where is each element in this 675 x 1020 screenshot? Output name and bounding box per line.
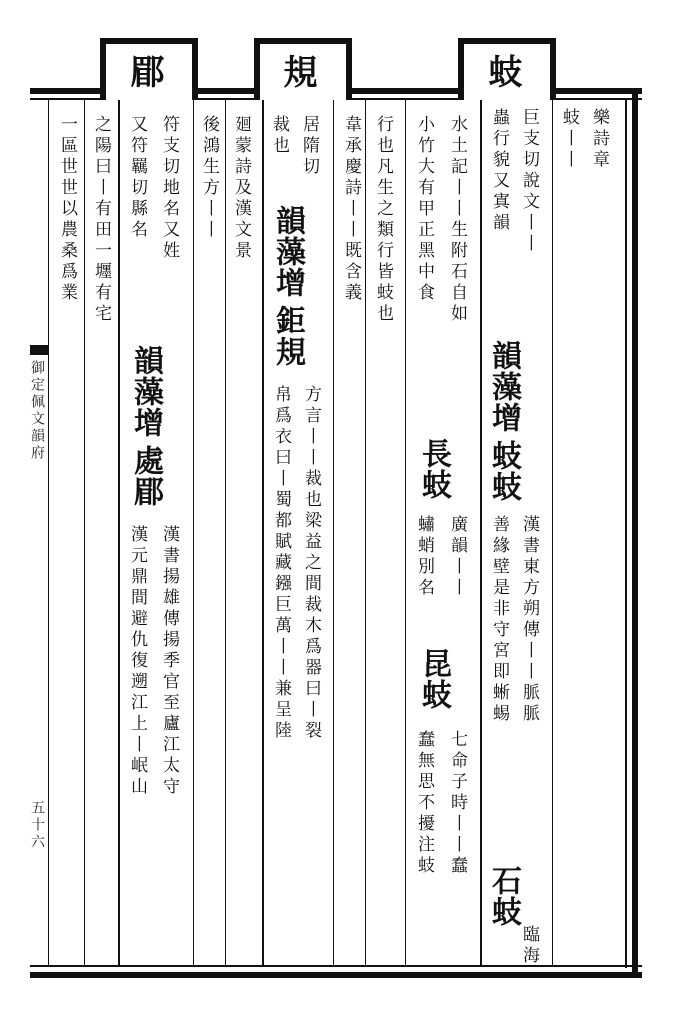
text-column: 漢書揚雄傳揚季官至廬江太守 <box>159 525 179 798</box>
text-column: 漢元鼎間避仇復遡江上丨岷山 <box>127 525 147 798</box>
frame-bottom-rule-thin <box>30 965 642 967</box>
tab-label-qi: 蚑 <box>482 54 522 90</box>
text-column: 巨支切說文丨丨 <box>519 108 539 255</box>
divider <box>262 100 264 965</box>
tab-label-mei: 郿 <box>124 54 164 90</box>
margin-title: 御定佩文韻府 <box>29 360 45 462</box>
divider <box>118 100 120 965</box>
entry-head: 長蚑 <box>416 438 451 500</box>
text-column: 又符羈切縣名 <box>127 115 147 241</box>
text-column: 一區世世以農桑爲業 <box>57 115 77 304</box>
tab-label-gui: 規 <box>277 54 317 90</box>
entry-head: 鉅規 <box>270 305 305 367</box>
section-head: 韻藻增 <box>270 205 305 298</box>
text-column: 之陽曰丨有田一壥有宅 <box>91 115 111 325</box>
text-column: 蠢無思不擾注蚑 <box>414 730 434 877</box>
divider <box>480 100 482 965</box>
entry-head: 蚑蚑 <box>486 440 521 502</box>
text-column: 韋承慶詩丨丨既含義 <box>341 115 361 304</box>
text-column: 水土記丨丨生附石自如 <box>447 115 467 325</box>
text-column: 後鴻生方丨丨 <box>199 115 219 241</box>
text-column: 廣韻丨丨 <box>447 515 467 599</box>
text-column: 方言丨丨裁也梁益之間裁木爲器曰丨裂 <box>301 385 321 742</box>
text-column: 行也凡生之類行皆蚑也 <box>373 115 393 325</box>
frame-bottom-rule <box>30 972 642 978</box>
page-number: 五十六 <box>29 800 45 851</box>
text-column: 臨海 <box>519 925 539 967</box>
text-column: 蟲行貌又寘韻 <box>489 108 509 234</box>
text-column: 蚑丨丨 <box>559 108 579 171</box>
text-column: 樂詩章 <box>589 108 609 171</box>
divider <box>552 100 553 965</box>
divider <box>225 100 226 965</box>
entry-head: 處郿 <box>128 445 163 507</box>
text-column: 小竹大有甲正黑中食 <box>414 115 434 304</box>
divider <box>365 100 366 965</box>
text-column: 帛爲衣曰丨蜀都賦藏鏹巨萬丨丨兼呈陸 <box>271 385 291 742</box>
text-column: 廻蒙詩及漢文景 <box>231 115 251 262</box>
divider <box>405 100 406 965</box>
text-column: 漢書東方朔傳丨丨脈脈 <box>519 515 539 725</box>
frame-right-rule-thin <box>625 98 627 968</box>
text-column: 符支切地名又姓 <box>159 115 179 262</box>
section-head: 韻藻增 <box>486 340 521 433</box>
section-head: 韻藻增 <box>128 345 163 438</box>
entry-head: 石蚑 <box>486 865 521 927</box>
divider <box>333 100 334 965</box>
text-column: 蟰蛸別名 <box>414 515 434 599</box>
frame-right-rule <box>632 88 638 978</box>
entry-head: 昆蚑 <box>416 648 451 710</box>
divider <box>193 100 194 965</box>
divider <box>48 100 49 965</box>
text-column: 裁也 <box>269 115 289 157</box>
margin-fish-tail <box>30 345 48 355</box>
text-column: 七命子時丨丨蠢 <box>447 730 467 877</box>
text-column: 居隋切 <box>299 115 319 178</box>
divider <box>84 100 85 965</box>
text-column: 善緣壁是非守宮即蜥蜴 <box>489 515 509 725</box>
